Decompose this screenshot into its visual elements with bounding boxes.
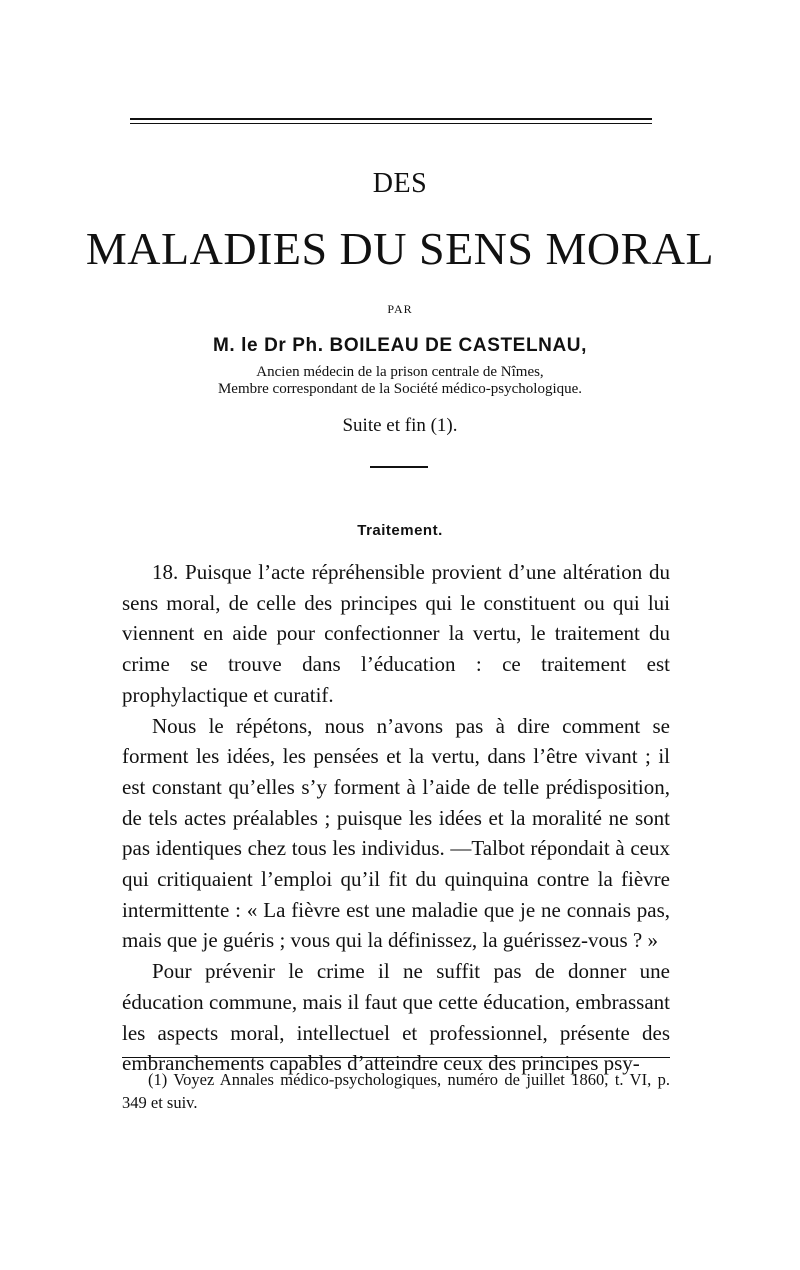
by-line: PAR [387, 302, 413, 316]
article-title: MALADIES DU SENS MORAL [85, 223, 715, 274]
author-affiliation-2: Membre correspondant de la Société médico-psychologique. [217, 381, 583, 397]
paragraph: 18. Puisque l’acte répréhensible provient d’une altération du sens moral, de celle des principes qui le constituent ou qui lui viennent en aide pour confectionner la vertu, le traitement du crime se trouve dans l’éducation : ce traitement est prophylactique et curatif. [122, 560, 670, 707]
header-double-rule [130, 118, 652, 128]
footnote-text: (1) Voyez Annales médico-psychologiques, numéro de juillet 1860, t. VI, p. 349 et suiv. [122, 1070, 670, 1112]
continuation-note: Suite et fin (1). [342, 415, 458, 436]
title-prefix: DES [372, 168, 428, 199]
author-affiliation-1: Ancien médecin de la prison centrale de Nîmes, [256, 364, 544, 380]
body-text [122, 557, 670, 1079]
paragraph: Pour prévenir le crime il ne suffit pas de donner une éducation commune, mais il faut que cette éducation, embrassant les aspects moral, intellectuel et professionnel, présente des embranchements capables d’atteindre ceux des principes psy- [122, 959, 670, 1076]
section-divider [370, 466, 428, 468]
footnote [122, 1068, 670, 1114]
paragraph: Nous le répétons, nous n’avons pas à dire comment se forment les idées, les pensées et la vertu, dans l’être vivant ; il est constant qu’elles s’y forment à l’aide de telle prédisposition, de tels actes préalables ; puisque les idées et la moralité ne sont pas identiques chez tous les individus. —Talbot répondait à ceux qui critiquaient l’emploi qu’il fit du quinquina contre la fièvre intermittente : « La fièvre est une maladie que je ne connais pas, mais que je guéris ; vous qui la définissez, la guérissez-vous ? » [122, 713, 670, 953]
section-heading: Traitement. [357, 522, 443, 539]
footnote-rule [122, 1057, 670, 1058]
author-name: M. le Dr Ph. BOILEAU DE CASTELNAU, [212, 335, 588, 356]
